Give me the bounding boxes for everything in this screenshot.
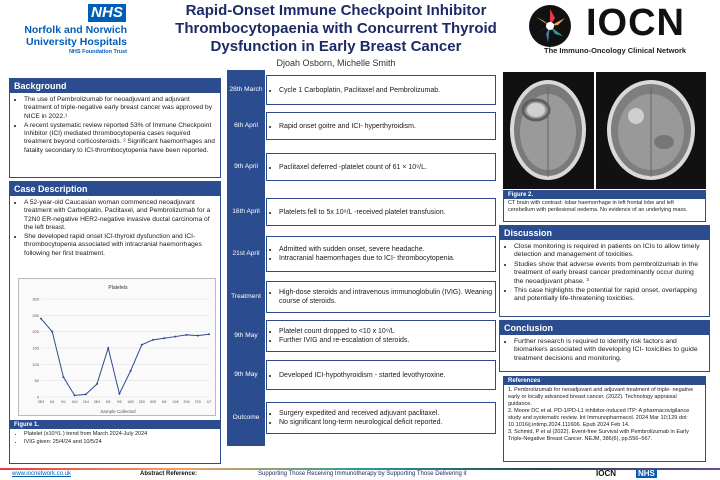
footer-iocn-logo: IOCN	[596, 469, 616, 478]
list-item: • Platelet (x10⁹/L ) trend from March 2024-July 2024	[24, 431, 216, 438]
timeline-event	[266, 281, 496, 313]
list-item: • Developed ICI-hypothyroidism - started levothyroxine.	[279, 371, 446, 380]
timeline-event-list	[269, 371, 446, 380]
conclusion-list	[500, 335, 709, 363]
timeline-date: 6th April	[227, 112, 265, 140]
list-item: • Cycle 1 Carboplatin, Paclitaxel and Pembrolizumab.	[279, 86, 440, 95]
list-item: • A 52-year-old Caucasian woman commenced neoadjuvant treatment with Carboplatin, Paclitaxel, and Pembrolizumab for a T2N0 ER-negative HER2-negative invasive ductal carcinoma of the left breast.	[24, 199, 216, 232]
timeline-event-list	[269, 163, 427, 172]
ct-scan-1-graphic	[503, 72, 594, 189]
timeline-event	[266, 112, 496, 140]
chart-data-point	[40, 318, 42, 320]
list-item: • High-dose steroids and intravenous immunoglobulin (IVIG). Weaning course of steroids.	[279, 288, 495, 306]
chart-data-point	[62, 376, 64, 378]
chart-x-tick-label: 9/5	[117, 400, 122, 404]
timeline-event	[266, 236, 496, 272]
chart-data-point	[74, 394, 76, 396]
chart-x-tick-label: 28/4	[93, 400, 101, 404]
chart-x-tick-label: 5/5	[105, 400, 111, 404]
chart-y-tick-label: 150	[32, 345, 39, 351]
chart-y-tick-label: 50	[34, 378, 39, 384]
timeline-event-list	[269, 122, 416, 131]
chart-x-tick-label: 30/5	[149, 400, 157, 404]
list-item: • Intracranial haemorrhages due to ICI- thrombocytopenia.	[279, 254, 455, 263]
timeline-event-list	[269, 327, 409, 345]
list-item: • Platelet count dropped to <10 x 10⁹/L	[279, 327, 409, 336]
chart-x-tick-label: 4/7	[206, 400, 212, 404]
chart-y-tick-label: 200	[32, 329, 39, 335]
figure2-description: CT brain with contrast: lobar haemorrhage in left frontal lobe and left cerebellum with perilesional oedema. No evidence of an underlying mass.	[508, 200, 688, 213]
list-item: • No significant long-term neurological deficit reported.	[279, 418, 442, 427]
list-item: • She developed rapid onset ICI-thyroid dysfunction and ICI- thrombocytopenia associated with intracranial haemorrhages following her first treatment.	[24, 233, 216, 258]
timeline-event-list	[269, 208, 446, 217]
nhs-org-name-line2: University Hospitals	[26, 36, 127, 48]
title-line-3: Dysfunction in Early Breast Cancer	[210, 38, 462, 55]
ct-scan-image-2	[596, 72, 706, 189]
figure2-caption-panel	[503, 190, 706, 222]
chart-data-point	[118, 393, 120, 395]
chart-y-tick-label: 0	[36, 394, 39, 400]
timeline-event-list	[269, 86, 440, 95]
chart-x-tick-label: 6/6	[161, 400, 167, 404]
chart-y-tick-label: 250	[32, 312, 39, 318]
discussion-panel	[499, 225, 710, 317]
footer-abstract-reference: Abstract Reference:	[140, 471, 198, 477]
list-item: • A recent systematic review reported 53% of Immune Checkpoint Inhibitor (ICI) mediated thrombocytopenia cases required treatment beyond corticosteroids. ² Significant haemorrhages and fatality secondary to ICI-thrombocytopenia have been reported.	[24, 122, 216, 155]
figure1-caption-panel	[9, 420, 221, 464]
timeline-date: 28th March	[227, 74, 265, 106]
figure1-caption: Figure 1.	[10, 421, 220, 429]
chart-data-point	[186, 334, 188, 336]
figure1-list	[10, 429, 220, 446]
timeline-event	[266, 320, 496, 352]
chart-data-point	[130, 370, 132, 372]
timeline-event	[266, 153, 496, 181]
timeline-date: 9th May	[227, 360, 265, 390]
chart-data-point	[197, 335, 199, 337]
footer-nhs-logo: NHS	[638, 469, 655, 478]
chart-x-tick-label: 16/5	[127, 400, 134, 404]
chart-title: Platelets	[108, 285, 128, 291]
reference-item: 3. Schmid, P et al (2022). Event-free Survival with Pembrolizumab in Early Triple-Negative Breast Cancer. NEJM, 386(6), pp.556–567.	[508, 429, 689, 442]
nhs-org-subtitle: NHS Foundation Trust	[68, 49, 127, 55]
title-line-1: Rapid-Onset Immune Checkpoint Inhibitor	[185, 2, 487, 19]
chart-x-tick-label: 27/6	[194, 400, 201, 404]
discussion-list	[500, 240, 709, 304]
list-item: • The use of Pembrolizumab for neoadjuvant and adjuvant treatment of triple-negative early breast cancer was approved by NICE in 2022.¹	[24, 96, 216, 121]
chart-data-point	[174, 336, 176, 338]
title-line-2: Thrombocytopaenia with Concurrent Thyroid	[175, 20, 497, 37]
nhs-logo: NHS	[88, 4, 126, 22]
footer-website-link[interactable]: www.iocnetwork.co.uk	[12, 471, 72, 477]
list-item: • IVIG given: 25/4/24 and 10/5/24	[24, 439, 216, 446]
iocn-wordmark: IOCN	[586, 2, 685, 44]
timeline-event-list	[269, 288, 495, 306]
authors: Djoah Osborn, Michelle Smith	[276, 58, 396, 68]
list-item: • Surgery expedited and received adjuvant paclitaxel.	[279, 409, 442, 418]
reference-item: 1. Pembrolizumab for neoadjuvant and adjuvant treatment of triple- negative early or locally advanced breast cancer. (2022). Technology appraisal guidance.	[508, 387, 694, 407]
timeline-event-list	[269, 245, 455, 263]
platelet-chart	[19, 279, 217, 417]
timeline-date: Outcome	[227, 402, 265, 434]
chart-data-point	[85, 393, 87, 395]
footer-tagline: Supporting Those Receiving Immunotherapy by Supporting Those Delivering it	[258, 471, 467, 477]
chart-data-point	[208, 333, 210, 335]
background-heading: Background	[10, 79, 220, 93]
chart-x-tick-label: 20/6	[183, 400, 190, 404]
list-item: • Admitted with sudden onset, severe headache.	[279, 245, 455, 254]
timeline-event	[266, 75, 496, 105]
case-description-heading: Case Description	[10, 182, 220, 196]
chart-x-tick-label: 13/6	[172, 400, 179, 404]
chart-x-label: Sample Collected	[100, 409, 136, 414]
chart-data-point	[163, 337, 165, 339]
figure2-caption: Figure 2.	[504, 191, 705, 199]
ct-scan-2-graphic	[596, 72, 706, 189]
ct-scan-image-1	[503, 72, 594, 189]
list-item: • This case highlights the potential for rapid onset, overlapping and potentially life-threatening toxicities.	[514, 287, 705, 304]
timeline-date: 9th April	[227, 150, 265, 184]
list-item: • Rapid onset goitre and ICI- hyperthyroidism.	[279, 122, 416, 131]
references-heading: References	[504, 377, 705, 385]
chart-data-point	[96, 383, 98, 385]
chart-data-point	[152, 339, 154, 341]
list-item: • Further research is required to identify risk factors and biomarkers associated with developing ICI- toxicities to guide treatment decisions and monitoring.	[514, 338, 705, 363]
chart-x-tick-label: 9/4	[61, 400, 66, 404]
platelet-chart-frame	[18, 278, 216, 416]
list-item: • Further IVIG and re-escalation of steroids.	[279, 336, 409, 345]
conclusion-heading: Conclusion	[500, 321, 709, 335]
timeline-event	[266, 360, 496, 390]
iocn-tagline: The Immuno-Oncology Clinical Network	[544, 46, 687, 55]
chart-x-tick-label: 21/4	[82, 400, 89, 404]
chart-y-tick-label: 300	[32, 296, 39, 302]
timeline-event-list	[269, 409, 442, 427]
references-panel	[503, 376, 706, 462]
conclusion-panel	[499, 320, 710, 372]
timeline-date: 16th April	[227, 200, 265, 224]
timeline-date: 21st April	[227, 236, 265, 272]
chart-data-point	[51, 331, 53, 333]
chart-y-tick-label: 100	[32, 361, 39, 367]
nhs-org-name-line1: Norfolk and Norwich	[24, 24, 127, 36]
chart-data-point	[107, 347, 109, 349]
list-item: • Studies show that adverse events from pembrolizumab in the treatment of early breast cancer predominantly occur during the neoadjuvant phase. ³	[514, 261, 705, 286]
timeline-date: Treatment	[227, 282, 265, 312]
timeline-event	[266, 402, 496, 434]
timeline-date: 9th May	[227, 322, 265, 350]
discussion-heading: Discussion	[500, 226, 709, 240]
background-list	[10, 93, 220, 155]
background-panel	[9, 78, 221, 178]
chart-x-tick-label: 16/4	[71, 400, 78, 404]
chart-x-tick-label: 6/4	[49, 400, 55, 404]
references-list	[504, 385, 705, 445]
poster-title	[156, 2, 516, 56]
chart-x-tick-label: 28/3	[37, 400, 45, 404]
list-item: • Paclitaxel deferred -platelet count of 61 × 10⁹/L.	[279, 163, 427, 172]
list-item: • Close monitoring is required in patients on ICIs to allow timely detection and management of toxicities.	[514, 243, 705, 260]
chart-x-tick-label: 23/5	[138, 400, 145, 404]
list-item: • Platelets fell to 5x 10⁹/L -received platelet transfusion.	[279, 208, 446, 217]
chart-data-point	[141, 344, 143, 346]
case-description-list	[10, 196, 220, 258]
iocn-logo-icon	[528, 4, 572, 48]
timeline-event	[266, 198, 496, 226]
chart-series-line	[41, 319, 209, 396]
reference-item: 2. Moore DC et al. PD-1/PD-L1 inhibitor-induced ITP: A pharmacovigilance study and systematic review. Int Immunopharmacol. 2024 Mar 10;129 doi: 10.1016/j.intimp.2024.111606. Epub 2024 Feb 14.	[508, 408, 690, 428]
